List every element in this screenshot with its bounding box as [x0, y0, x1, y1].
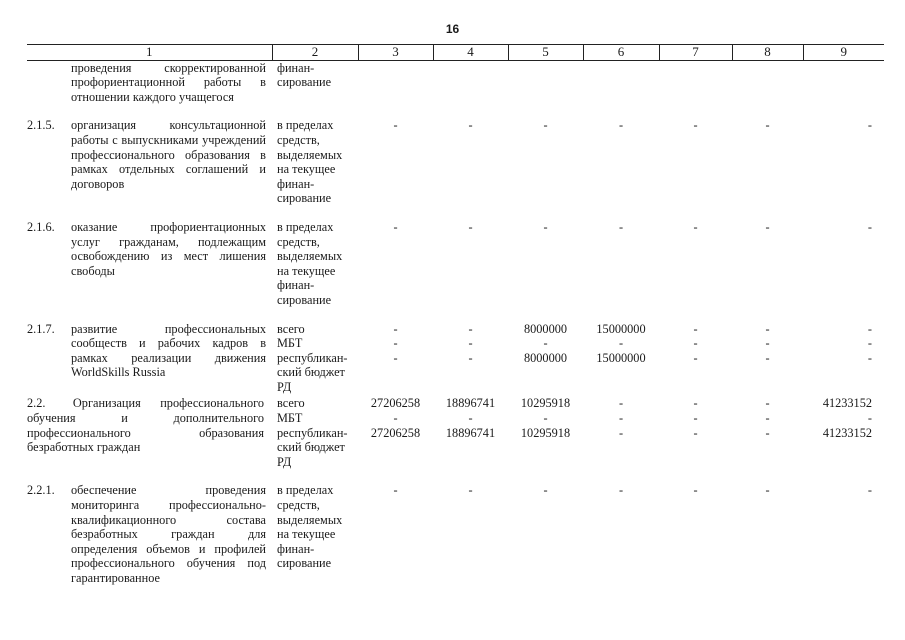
table-row — [27, 220, 884, 308]
funding-source-cell — [272, 220, 358, 308]
value: - — [543, 219, 548, 234]
page-number: 16 — [445, 22, 460, 36]
item-code: 2.1.6. — [27, 219, 55, 234]
col-header-6: 6 — [583, 45, 659, 61]
value-cell-col-5 — [508, 60, 583, 104]
value-cell-col-7 — [659, 396, 732, 469]
funding-source-line: финан- — [277, 60, 315, 75]
funding-source-line: финан- — [277, 278, 315, 293]
item-cell — [27, 118, 272, 206]
value: - — [468, 336, 473, 351]
value: - — [765, 483, 770, 498]
value: - — [693, 350, 698, 365]
value: 8000000 — [523, 321, 568, 336]
value-cell-col-3 — [358, 60, 433, 104]
value-cell-col-9 — [803, 118, 884, 206]
value-cell-col-4 — [433, 220, 508, 308]
value-cell-col-3 — [358, 322, 433, 395]
item-code: 2.1.5. — [27, 118, 55, 133]
value-cell-col-7 — [659, 322, 732, 395]
value-cell-col-7 — [659, 220, 732, 308]
funding-source-line: сирование — [277, 556, 332, 571]
value-cell-col-8 — [732, 322, 803, 395]
funding-source-line: всего — [277, 321, 305, 336]
header-row — [27, 45, 884, 61]
funding-source-line: РД — [277, 454, 292, 469]
funding-source-line: в пределах — [277, 483, 334, 498]
value: - — [618, 396, 624, 411]
value-cell-col-4 — [433, 60, 508, 104]
table-row — [27, 396, 884, 469]
value: - — [765, 336, 770, 351]
value: 15000000 — [596, 350, 646, 365]
value: - — [693, 411, 698, 426]
funding-source-line: сирование — [277, 191, 332, 206]
item-name: обеспечение проведения мониторинга профессионально-квалификационного состава безработных граждан для определения объемов и профилей профессионального обучения под гарантированное — [71, 483, 266, 585]
value: - — [393, 350, 398, 365]
funding-source-line: сирование — [277, 75, 332, 90]
value-cell-col-4 — [433, 118, 508, 206]
value-cell-col-5 — [508, 322, 583, 395]
funding-source-line: сирование — [277, 292, 332, 307]
col-header-7: 7 — [659, 45, 732, 61]
value-cell-col-9 — [803, 483, 884, 585]
value: 41233152 — [822, 425, 872, 440]
table-row — [27, 322, 884, 395]
value: - — [765, 411, 770, 426]
value-cell-col-5 — [508, 118, 583, 206]
item-cell — [27, 322, 272, 395]
value: 10295918 — [520, 396, 571, 411]
item-cell — [27, 60, 272, 104]
value: - — [693, 219, 698, 234]
funding-source-line: выделяемых — [277, 147, 343, 162]
value: - — [468, 483, 473, 498]
col-header-4: 4 — [433, 45, 508, 61]
value: - — [765, 396, 770, 411]
funding-source-cell — [272, 483, 358, 585]
item-name: Организация профессионального обучения и дополнительного профессионального образования безработных граждан — [27, 396, 264, 455]
funding-source-line: выделяемых — [277, 249, 343, 264]
item-cell — [27, 483, 272, 585]
col-header-1: 1 — [27, 45, 272, 61]
value-cell-col-9 — [803, 60, 884, 104]
value: - — [543, 118, 548, 133]
value-cell-col-9 — [803, 322, 884, 395]
value: - — [867, 411, 872, 426]
funding-source-line: средств, — [277, 132, 320, 147]
value-cell-col-6 — [583, 396, 659, 469]
value: - — [765, 118, 770, 133]
col-header-3: 3 — [358, 45, 433, 61]
item-name: оказание профориентационных услуг гражданам, подлежащим освобождению из мест лишения свободы — [71, 219, 266, 278]
value-cell-col-7 — [659, 60, 732, 104]
value: - — [393, 483, 398, 498]
value-cell-col-8 — [732, 220, 803, 308]
value: - — [693, 483, 698, 498]
item-code: 2.1.7. — [27, 321, 55, 336]
value: - — [867, 321, 872, 336]
funding-source-line: в пределах — [277, 219, 334, 234]
value-cell-col-4 — [433, 483, 508, 585]
value: 18896741 — [445, 425, 496, 440]
value: 18896741 — [445, 396, 496, 411]
value: - — [693, 118, 698, 133]
value: - — [867, 483, 872, 498]
row-spacer — [27, 104, 884, 118]
table-row — [27, 118, 884, 206]
funding-source-line: средств, — [277, 498, 320, 513]
value: - — [867, 350, 872, 365]
value-cell-col-9 — [803, 396, 884, 469]
value: - — [393, 321, 398, 336]
value-cell-col-3 — [358, 220, 433, 308]
value-cell-col-7 — [659, 483, 732, 585]
value: - — [393, 219, 398, 234]
funding-source-line: средств, — [277, 234, 320, 249]
value: - — [618, 336, 624, 351]
value: - — [693, 336, 698, 351]
funding-source-line: выделяемых — [277, 512, 343, 527]
funding-source-line: РД — [277, 379, 292, 394]
value: 15000000 — [596, 321, 646, 336]
value-cell-col-5 — [508, 396, 583, 469]
value: - — [393, 411, 398, 426]
value: - — [618, 483, 624, 498]
funding-source-line: МБТ — [277, 411, 303, 426]
table-row — [27, 60, 884, 104]
value: - — [543, 411, 548, 426]
value: - — [618, 219, 624, 234]
col-header-8: 8 — [732, 45, 803, 61]
funding-source-cell — [272, 322, 358, 395]
value: - — [867, 118, 872, 133]
value: - — [693, 425, 698, 440]
value-cell-col-6 — [583, 220, 659, 308]
value: - — [765, 350, 770, 365]
value-cell-col-8 — [732, 483, 803, 585]
item-cell — [27, 396, 272, 469]
value: - — [618, 411, 624, 426]
value: 41233152 — [822, 396, 872, 411]
col-header-9: 9 — [803, 45, 884, 61]
value: - — [867, 336, 872, 351]
item-name: организация консультационной работы с выпускниками учреждений профессионального образования в рамках отдельных соглашений и договоров — [71, 118, 266, 191]
budget-table — [27, 44, 884, 586]
value-cell-col-5 — [508, 483, 583, 585]
funding-source-line: республикан- — [277, 350, 348, 365]
value: - — [618, 425, 624, 440]
value-cell-col-3 — [358, 118, 433, 206]
value-cell-col-6 — [583, 483, 659, 585]
row-spacer — [27, 206, 884, 220]
row-spacer — [27, 469, 884, 483]
item-cell — [27, 220, 272, 308]
value: 27206258 — [370, 425, 421, 440]
value-cell-col-4 — [433, 396, 508, 469]
value: 10295918 — [520, 425, 571, 440]
value-cell-col-3 — [358, 396, 433, 469]
value-cell-col-8 — [732, 396, 803, 469]
funding-source-line: финан- — [277, 541, 315, 556]
funding-source-line: на текущее — [277, 527, 336, 542]
funding-source-line: в пределах — [277, 118, 334, 133]
value-cell-col-9 — [803, 220, 884, 308]
value: - — [393, 336, 398, 351]
value: - — [468, 411, 473, 426]
funding-source-line: ский бюджет — [277, 440, 345, 455]
value: 27206258 — [370, 396, 421, 411]
value-cell-col-3 — [358, 483, 433, 585]
value-cell-col-7 — [659, 118, 732, 206]
item-code: 2.2.1. — [27, 483, 55, 498]
value: - — [468, 350, 473, 365]
funding-source-cell — [272, 396, 358, 469]
funding-source-line: финан- — [277, 176, 315, 191]
value: - — [867, 219, 872, 234]
funding-source-cell — [272, 60, 358, 104]
funding-source-line: на текущее — [277, 162, 336, 177]
row-spacer — [27, 308, 884, 322]
value: - — [765, 321, 770, 336]
value: - — [468, 118, 473, 133]
value-cell-col-6 — [583, 322, 659, 395]
item-name: развитие профессиональных сообществ и рабочих кадров в рамках реализации движения WorldSkills Russia — [71, 321, 266, 380]
value: - — [693, 321, 698, 336]
funding-source-line: ский бюджет — [277, 365, 345, 380]
value: - — [543, 336, 548, 351]
item-code: 2.2. — [27, 396, 65, 411]
funding-source-line: республикан- — [277, 425, 348, 440]
value-cell-col-8 — [732, 60, 803, 104]
value: - — [618, 118, 624, 133]
funding-source-line: всего — [277, 396, 305, 411]
value-cell-col-5 — [508, 220, 583, 308]
table-row — [27, 483, 884, 585]
funding-source-cell — [272, 118, 358, 206]
item-name: проведения скорректированной профориентационной работы в отношении каждого учащегося — [71, 60, 266, 104]
item-code — [27, 61, 71, 105]
value-cell-col-6 — [583, 118, 659, 206]
value-cell-col-4 — [433, 322, 508, 395]
funding-source-line: на текущее — [277, 263, 336, 278]
value: - — [693, 396, 698, 411]
value: - — [468, 321, 473, 336]
value: - — [543, 483, 548, 498]
value: - — [765, 425, 770, 440]
col-header-5: 5 — [508, 45, 583, 61]
value: - — [468, 219, 473, 234]
value: - — [393, 118, 398, 133]
value: - — [765, 219, 770, 234]
value: 8000000 — [523, 350, 568, 365]
col-header-2: 2 — [272, 45, 358, 61]
value-cell-col-6 — [583, 60, 659, 104]
value-cell-col-8 — [732, 118, 803, 206]
funding-source-line: МБТ — [277, 336, 303, 351]
